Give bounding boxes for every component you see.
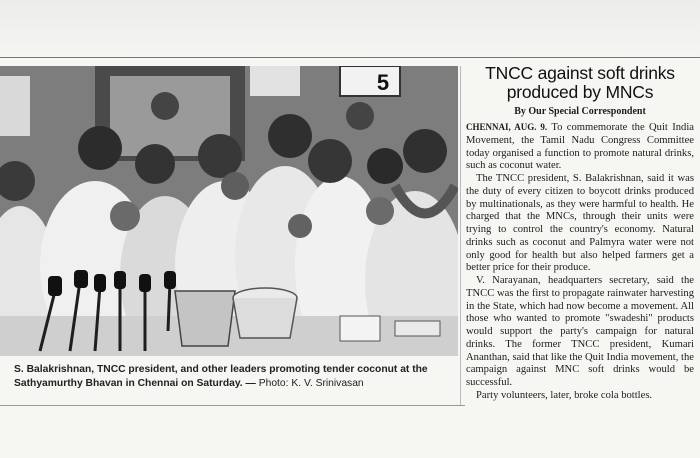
headline: TNCC against soft drinks produced by MNCs <box>485 63 675 102</box>
photo-credit: Photo: K. V. Srinivasan <box>258 378 364 389</box>
article-paragraph: Party volunteers, later, broke cola bottles. <box>476 389 653 401</box>
dateline: CHENNAI, AUG. 9. <box>466 122 548 132</box>
scan-margin <box>0 0 700 60</box>
banner <box>340 66 400 96</box>
article-body <box>466 121 694 403</box>
banner-number: 5 <box>376 70 390 95</box>
news-photo <box>0 66 458 356</box>
bucket <box>175 291 235 346</box>
photo-caption <box>14 363 454 391</box>
bottom-rule <box>0 405 465 406</box>
column-rule <box>460 66 461 406</box>
top-rule <box>0 57 700 58</box>
wall-poster <box>0 76 30 136</box>
byline: By Our Special Correspondent <box>514 106 646 117</box>
article-paragraph: The TNCC president, S. Balakrishnan, said it was the duty of every citizen to boycott drinks produced by multinationals, as they were harmful to health. He charged that the MNCs, through their units were trying to control the country's economy. Natural drinks such as coconut and Palmyra water were not only good for health but also helped farmers get a better price for their produce. <box>466 173 694 274</box>
caption-text: S. Balakrishnan, TNCC president, and other leaders promoting tender coconut at the Sathyamurthy Bhavan in Chennai on Saturday. — <box>14 364 428 389</box>
article-paragraph: CHENNAI, AUG. 9. To commemorate the Quit India Movement, the Tamil Nadu Congress Committee today organised a function to promote natural drinks, such as coconut water. <box>466 122 694 172</box>
article <box>466 64 694 403</box>
article-paragraph: V. Narayanan, headquarters secretary, said the TNCC was the first to propagate rainwater harvesting in the State, which had now become a movement. All those who wanted to promote "swadeshi" products would support the party's campaign for natural drinks. The former TNCC president, Kumari Ananthan, said that like the Quit India movement, the campaign against MNC soft drinks would be successful. <box>466 275 694 388</box>
